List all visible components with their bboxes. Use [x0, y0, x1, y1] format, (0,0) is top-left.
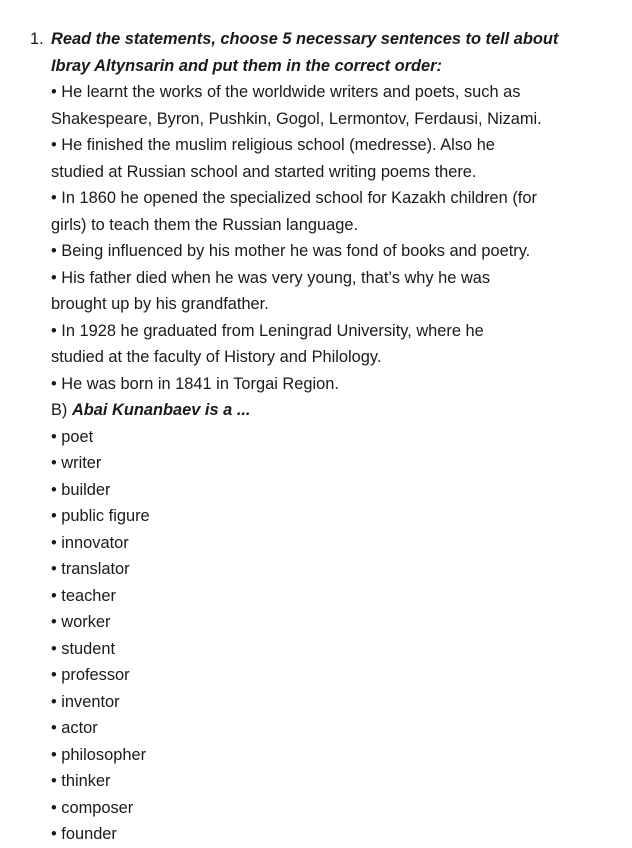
statement-list	[51, 79, 582, 397]
option-item: • professor	[51, 666, 130, 684]
task-b-prompt: Abai Kunanbaev is a ...	[71, 401, 251, 419]
option-item: • philosopher	[51, 745, 147, 764]
option-item: • builder	[51, 480, 111, 499]
option-item: • thinker	[51, 772, 111, 790]
statement-item	[51, 265, 582, 318]
instruction-line: Ibray Altynsarin and put them in the correct order:	[51, 56, 443, 75]
statement-item	[51, 79, 582, 132]
instruction-line: Read the statements, choose 5 necessary sentences to tell about	[51, 30, 559, 48]
option-item: • actor	[51, 719, 98, 737]
option-item: • innovator	[51, 533, 129, 552]
statement-line: • He finished the muslim religious school (medresse). Also he	[51, 136, 495, 154]
statement-line: • In 1928 he graduated from Leningrad University, where he	[51, 321, 484, 340]
statement-line: • He was born in 1841 in Torgai Region.	[51, 374, 339, 393]
option-item: • poet	[51, 427, 94, 446]
statement-item	[51, 132, 582, 185]
statement-item	[51, 238, 582, 265]
option-item: • teacher	[51, 586, 116, 605]
statement-line: • He learnt the works of the worldwide writers and poets, such as	[51, 83, 521, 101]
option-item: • translator	[51, 560, 130, 578]
statement-line: studied at Russian school and started writing poems there.	[51, 162, 477, 181]
option-item: • inventor	[51, 692, 120, 711]
statement-item	[51, 185, 582, 238]
task-1-number: 1.	[30, 30, 44, 48]
task-1-instruction	[30, 26, 582, 79]
statement-item	[51, 371, 582, 398]
statement-line: • Being influenced by his mother he was fond of books and poetry.	[51, 242, 531, 260]
task-b-heading	[51, 397, 582, 424]
option-list	[51, 424, 582, 848]
statement-line: • His father died when he was very young, that’s why he was	[51, 268, 491, 287]
statement-line: • In 1860 he opened the specialized school for Kazakh children (for	[51, 189, 537, 207]
task-b-label: B)	[51, 401, 68, 419]
option-item: • composer	[51, 798, 134, 817]
option-item: • public figure	[51, 507, 150, 525]
statement-line: girls) to teach them the Russian language.	[51, 215, 359, 234]
statement-line: Shakespeare, Byron, Pushkin, Gogol, Lermontov, Ferdausi, Nizami.	[51, 109, 542, 128]
option-item: • student	[51, 639, 116, 658]
option-item: • founder	[51, 825, 117, 843]
statement-line: studied at the faculty of History and Philology.	[51, 348, 382, 366]
statement-line: brought up by his grandfather.	[51, 295, 269, 313]
statement-item	[51, 318, 582, 371]
option-item: • writer	[51, 454, 102, 472]
option-item: • worker	[51, 613, 111, 631]
